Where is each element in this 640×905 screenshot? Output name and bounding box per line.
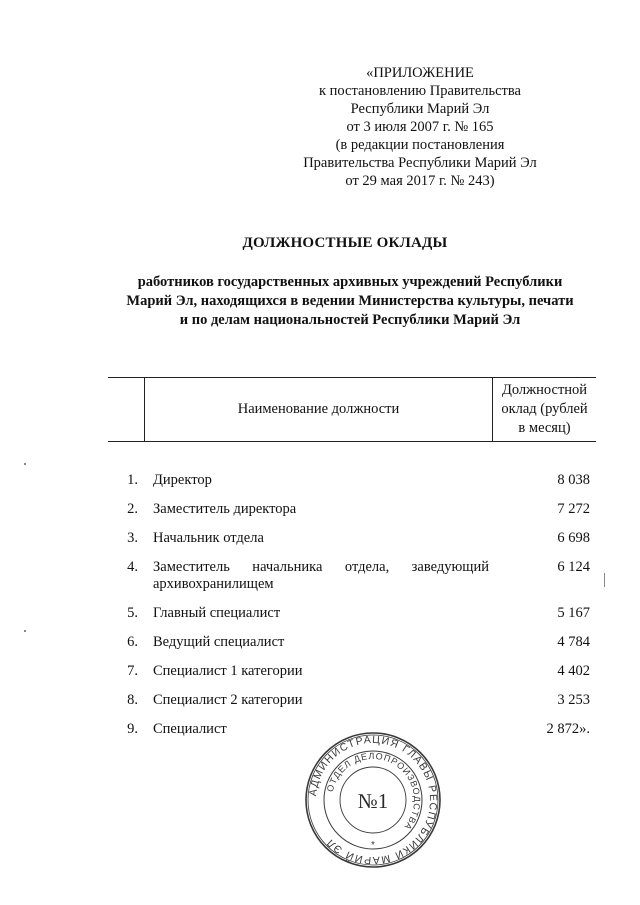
row-number: 7. (127, 663, 138, 679)
row-position: Заместитель начальника отдела, заведующий архивохранилищем (153, 559, 489, 592)
row-number: 9. (127, 721, 138, 737)
appendix-line: «ПРИЛОЖЕНИЕ (366, 65, 474, 81)
header-cell-number (108, 378, 145, 441)
salary-header-line: в месяц) (518, 420, 571, 436)
subtitle-line: Марий Эл, находящихся в ведении Министерства культуры, печати (126, 293, 574, 309)
salary-table (108, 377, 596, 750)
subtitle-line: работников государственных архивных учреждений Республики (137, 274, 563, 290)
row-number: 2. (127, 501, 138, 517)
header-cell-position: Наименование должности (145, 378, 493, 441)
stamp-star: * (371, 840, 375, 851)
row-position: Директор (153, 472, 212, 488)
row-number: 6. (127, 634, 138, 650)
appendix-line: от 3 июля 2007 г. № 165 (346, 119, 494, 135)
row-number: 5. (127, 605, 138, 621)
table-body (108, 442, 596, 740)
table-row (108, 530, 596, 549)
appendix-line: к постановлению Правительства (319, 83, 521, 99)
row-number: 3. (127, 530, 138, 546)
row-salary: 2 872». (546, 721, 590, 737)
row-salary: 8 038 (557, 472, 590, 488)
table-row (108, 692, 596, 711)
document-subtitle (105, 273, 595, 330)
official-stamp (303, 730, 443, 870)
stamp-seal-icon (303, 730, 443, 870)
row-position: Специалист 2 категории (153, 692, 303, 708)
row-salary: 6 124 (557, 559, 590, 575)
stamp-outer-text: АДМИНИСТРАЦИЯ ГЛАВЫ РЕСПУБЛИКИ МАРИЙ ЭЛ (307, 733, 440, 867)
appendix-line: (в редакции постановления (335, 137, 505, 153)
row-number: 1. (127, 472, 138, 488)
row-salary: 3 253 (557, 692, 590, 708)
stamp-number: №1 (357, 789, 389, 813)
appendix-line: от 29 мая 2017 г. № 243) (345, 173, 495, 189)
stamp-inner-text: ОТДЕЛ ДЕЛОПРОИЗВОДСТВА (324, 750, 423, 833)
scan-mark-line (604, 573, 605, 587)
row-position: Специалист 1 категории (153, 663, 303, 679)
row-number: 8. (127, 692, 138, 708)
appendix-header (290, 64, 550, 190)
row-position: Начальник отдела (153, 530, 264, 546)
header-cell-salary (493, 378, 596, 441)
table-row (108, 472, 596, 491)
scan-dot (24, 463, 26, 465)
row-salary: 5 167 (557, 605, 590, 621)
salary-header-line: Должностной (501, 382, 588, 398)
scan-dot (24, 630, 26, 632)
row-number: 4. (127, 559, 138, 575)
salary-header-line: оклад (рублей (501, 401, 588, 417)
row-salary: 6 698 (557, 530, 590, 546)
table-header (108, 377, 596, 442)
row-position: Заместитель директора (153, 501, 297, 517)
table-row (108, 605, 596, 624)
appendix-line: Правительства Республики Марий Эл (303, 155, 537, 171)
row-position: Главный специалист (153, 605, 281, 621)
table-row (108, 559, 596, 593)
row-salary: 7 272 (557, 501, 590, 517)
row-position: Специалист (153, 721, 227, 737)
table-row (108, 663, 596, 682)
row-position: Ведущий специалист (153, 634, 285, 650)
document-title: ДОЛЖНОСТНЫЕ ОКЛАДЫ (242, 235, 448, 251)
table-row (108, 501, 596, 520)
table-row (108, 634, 596, 653)
row-salary: 4 402 (557, 663, 590, 679)
subtitle-line: и по делам национальностей Республики Марий Эл (179, 312, 521, 328)
appendix-line: Республики Марий Эл (350, 101, 490, 117)
row-salary: 4 784 (557, 634, 590, 650)
